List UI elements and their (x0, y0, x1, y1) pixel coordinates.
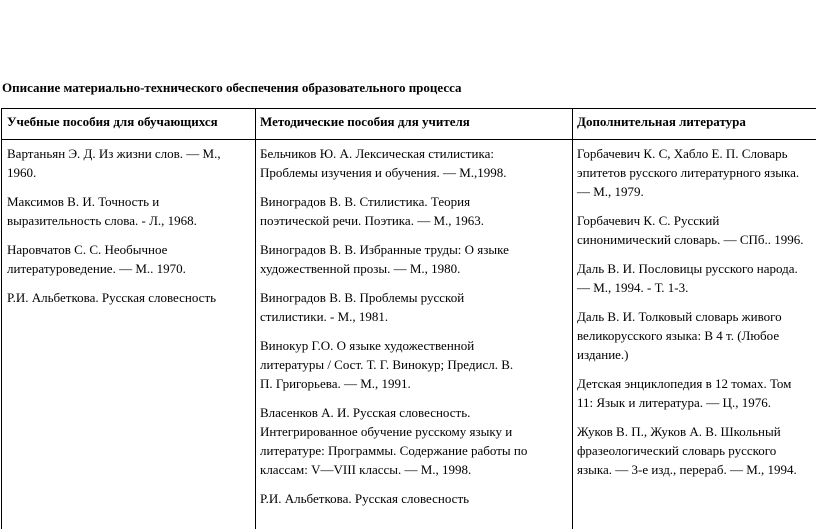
reference-line: выразительность слова. - Л., 1968. (7, 213, 197, 228)
reference-line: Винокур Г.О. О языке художественной (260, 338, 475, 353)
document-title: Описание материально-технического обеспечения образовательного процесса (2, 80, 462, 95)
header-teacher-manuals: Методические пособия для учителя (260, 114, 470, 129)
reference-line: литературе: Программы. Содержание работы по (260, 443, 528, 458)
reference-entry (577, 144, 816, 201)
header-additional-literature: Дополнительная литература (577, 114, 746, 129)
student-textbooks-list (7, 144, 251, 317)
teacher-manuals-list (260, 144, 568, 518)
reference-entry (7, 240, 251, 278)
reference-line: Виноградов В. В. Проблемы русской (260, 290, 465, 305)
reference-entry (260, 403, 568, 479)
column-divider (255, 109, 256, 529)
reference-entry (577, 374, 816, 412)
reference-entry (260, 144, 568, 182)
reference-entry (260, 288, 568, 326)
reference-line: 11: Язык и литература. — Ц., 1976. (577, 395, 771, 410)
reference-line: Горбачевич К. С. Русский (577, 213, 720, 228)
reference-line: стилистики. - М., 1981. (260, 309, 389, 324)
reference-line: 1960. (7, 165, 37, 180)
reference-line: — М., 1979. (577, 184, 644, 199)
reference-line: Проблемы изучения и обучения. — М.,1998. (260, 165, 507, 180)
reference-line: Максимов В. И. Точность и (7, 194, 160, 209)
reference-line: Горбачевич К. С, Хабло Е. П. Словарь (577, 146, 788, 161)
reference-line: Жуков В. П., Жуков А. В. Школьный (577, 424, 781, 439)
reference-entry (260, 192, 568, 230)
reference-line: — М., 1994. - Т. 1-3. (577, 280, 689, 295)
additional-literature-list (577, 144, 816, 489)
reference-line: художественной прозы. — М., 1980. (260, 261, 461, 276)
reference-line: Власенков А. И. Русская словесность. (260, 405, 471, 420)
reference-line: поэтической речи. Поэтика. — М., 1963. (260, 213, 485, 228)
reference-line: Интегрированное обучение русскому языку и (260, 424, 513, 439)
reference-entry (577, 422, 816, 479)
reference-line: литературоведение. — М.. 1970. (7, 261, 186, 276)
reference-line: Р.И. Альбеткова. Русская словесность (7, 290, 217, 305)
reference-line: Наровчатов С. С. Необычное (7, 242, 168, 257)
reference-entry (7, 192, 251, 230)
reference-line: Детская энциклопедия в 12 томах. Том (577, 376, 792, 391)
reference-entry (577, 307, 816, 364)
reference-entry (577, 211, 816, 249)
reference-entry (260, 336, 568, 393)
reference-entry (7, 144, 251, 182)
reference-line: Р.И. Альбеткова. Русская словесность (260, 491, 470, 506)
reference-line: издание.) (577, 347, 629, 362)
reference-line: Виноградов В. В. Избранные труды: О языке (260, 242, 509, 257)
reference-line: фразеологический словарь русского (577, 443, 777, 458)
column-divider (572, 109, 573, 529)
reference-entry (7, 288, 251, 307)
reference-line: классам: V—VIII классы. — М., 1998. (260, 462, 472, 477)
reference-line: великорусского языка: В 4 т. (Любое (577, 328, 780, 343)
reference-entry (260, 489, 568, 508)
header-student-textbooks: Учебные пособия для обучающихся (7, 114, 218, 129)
reference-line: П. Григорьева. — М., 1991. (260, 376, 411, 391)
reference-entry (577, 259, 816, 297)
reference-line: языка. — 3-е изд., перераб. — М., 1994. (577, 462, 797, 477)
reference-line: эпитетов русского литературного языка. (577, 165, 800, 180)
resources-table (1, 108, 816, 529)
reference-line: литературы / Сост. Т. Г. Винокур; Предисл. В. (260, 357, 514, 372)
reference-line: Даль В. И. Толковый словарь живого (577, 309, 782, 324)
reference-line: синонимический словарь. — СПб.. 1996. (577, 232, 804, 247)
reference-line: Вартаньян Э. Д. Из жизни слов. — М., (7, 146, 221, 161)
reference-entry (260, 240, 568, 278)
reference-line: Даль В. И. Пословицы русского народа. (577, 261, 798, 276)
reference-line: Виноградов В. В. Стилистика. Теория (260, 194, 471, 209)
header-divider (2, 139, 816, 140)
reference-line: Бельчиков Ю. А. Лексическая стилистика: (260, 146, 494, 161)
